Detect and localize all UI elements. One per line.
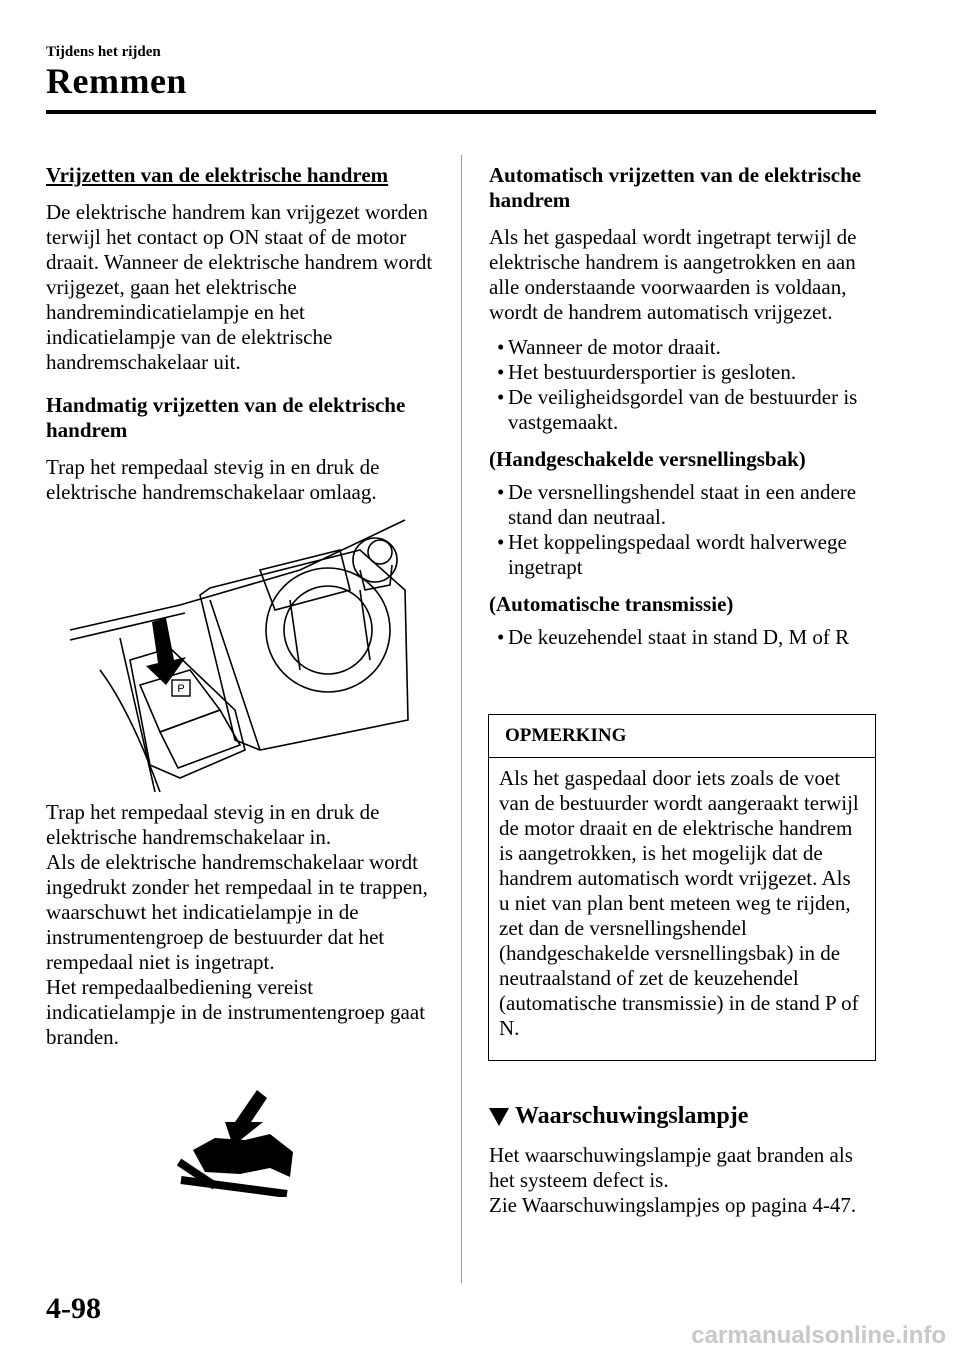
column-divider	[461, 155, 462, 1283]
page-title: Remmen	[46, 61, 187, 101]
warning-heading-text: Waarschuwingslampje	[515, 1103, 749, 1129]
list-item: • Het koppelingspedaal wordt halverwege ingetrapt	[489, 530, 879, 580]
warning-heading	[489, 1104, 879, 1129]
paragraph: Als de elektrische handremschakelaar wordt ingedrukt zonder het rempedaal in te trappen, waarschuwt het indicatielampje in de instrumentengroep de bestuurder dat het rempedaal niet is ingetrapt.	[46, 850, 428, 974]
conditions-list	[489, 335, 879, 435]
paragraph: Het waarschuwingslampje gaat branden als het systeem defect is.	[489, 1143, 853, 1192]
note-box	[488, 714, 876, 1061]
list-item: • Wanneer de motor draait.	[489, 335, 879, 360]
section-label: Tijdens het rijden	[46, 44, 161, 60]
heading-automatic-release: Automatisch vrijzetten van de elektrische handrem	[489, 163, 862, 212]
list-item: • De keuzehendel staat in stand D, M of R	[489, 625, 879, 650]
right-column	[489, 163, 879, 650]
list-item: • De versnellingshendel staat in een andere stand dan neutraal.	[489, 480, 879, 530]
left-column-bottom	[46, 800, 438, 1050]
parking-brake-switch-illustration	[60, 510, 420, 792]
heading-automatic-transmission: (Automatische transmissie)	[489, 592, 734, 616]
triangle-down-icon	[489, 1108, 509, 1126]
note-body: Als het gaspedaal door iets zoals de voet van de bestuurder wordt aangeraakt terwijl de motor draait en de elektrische handrem is aangetrokken, is het mogelijk dat de handrem automatisch wordt vrijgezet. Als u niet van plan bent meteen weg te rijden, zet dan de versnellingshendel (handgeschakelde versnellingsbak) in de neutraalstand of zet de keuzehendel (automatische transmissie) in de stand P of N.	[499, 766, 859, 1040]
manual-transmission-list	[489, 480, 879, 580]
brake-pedal-icon	[175, 1082, 305, 1197]
paragraph: Het rempedaalbediening vereist indicatielampje in de instrumentengroep gaat branden.	[46, 975, 426, 1049]
heading-release-parking-brake: Vrijzetten van de elektrische handrem	[46, 163, 389, 187]
heading-manual-transmission: (Handgeschakelde versnellingsbak)	[489, 447, 806, 471]
automatic-transmission-list	[489, 625, 879, 650]
watermark: carmanualsonline.info	[691, 1322, 946, 1349]
list-item: • De veiligheidsgordel van de bestuurder is vastgemaakt.	[489, 385, 879, 435]
heading-manual-release: Handmatig vrijzetten van de elektrische handrem	[46, 393, 406, 442]
svg-text:P: P	[177, 683, 185, 695]
paragraph: Als het gaspedaal wordt ingetrapt terwijl de elektrische handrem is aangetrokken en aan alle onderstaande voorwaarden is voldaan, wordt de handrem automatisch vrijgezet.	[489, 225, 857, 324]
list-item: • Het bestuurdersportier is gesloten.	[489, 360, 879, 385]
page-reference: Zie Waarschuwingslampjes op pagina 4-47.	[489, 1193, 857, 1217]
paragraph: Trap het rempedaal stevig in en druk de elektrische handremschakelaar in.	[46, 800, 380, 849]
left-column-top	[46, 163, 438, 505]
title-divider	[46, 110, 876, 114]
page-number: 4-98	[46, 1292, 101, 1325]
note-title: OPMERKING	[489, 715, 875, 758]
paragraph: Trap het rempedaal stevig in en druk de elektrische handremschakelaar omlaag.	[46, 455, 380, 504]
paragraph: De elektrische handrem kan vrijgezet worden terwijl het contact op ON staat of de motor draait. Wanneer de elektrische handrem wordt vrijgezet, gaan het elektrische handremindicatielampje en het indicatielampje van de elektrische handremschakelaar uit.	[46, 200, 433, 374]
warning-section	[489, 1104, 879, 1218]
